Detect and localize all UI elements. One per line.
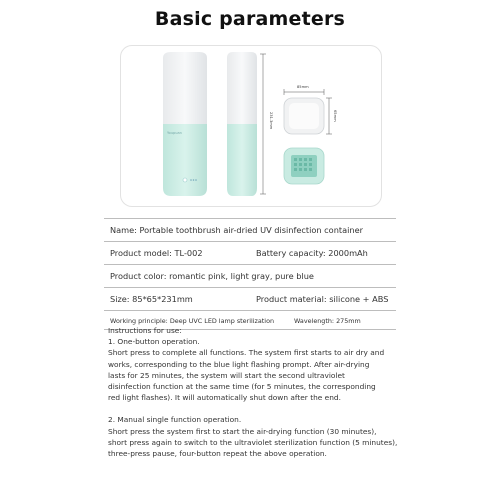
spec-battery: Battery capacity: 2000mAh xyxy=(256,248,368,258)
spec-model: Product model: TL-002 xyxy=(110,248,203,258)
section-1-line: lasts for 25 minutes, the system will start the second ultraviolet xyxy=(108,370,345,380)
section-1-line: disinfection function at the same time (for 5 minutes, the corresponding xyxy=(108,382,376,392)
spec-row-color xyxy=(104,264,396,287)
section-1-line: Short press to complete all functions. The system first starts to air dry and xyxy=(108,348,385,358)
height-dimension: 231.3mm xyxy=(269,112,273,130)
brand-label: Youpuan xyxy=(167,131,182,135)
section-2-line: Short press the system first to start the air-drying function (30 minutes), xyxy=(108,426,377,436)
instructions xyxy=(108,325,398,459)
page-title: Basic parameters xyxy=(154,8,346,30)
spec-row-name xyxy=(104,218,396,241)
section-2-line: short press again to switch to the ultraviolet sterilization function (5 minutes), xyxy=(108,437,398,447)
spec-row-size xyxy=(104,287,396,310)
spec-row-model xyxy=(104,241,396,264)
width-dimension: 85mm xyxy=(297,85,309,89)
spec-color: Product color: romantic pink, light gray, pure blue xyxy=(110,271,314,281)
spec-material: Product material: silicone + ABS xyxy=(256,294,389,304)
spec-wavelength: Wavelength: 275mm xyxy=(294,317,361,325)
section-2-line: three-press pause, four-button repeat the above operation. xyxy=(108,449,327,459)
device-bottom-view xyxy=(284,148,324,184)
section-1-line: works, corresponding to the blue light flashing prompt. After air-drying xyxy=(108,359,370,369)
section-2-title: 2. Manual single function operation. xyxy=(108,415,242,425)
spec-name: Name: Portable toothbrush air-dried UV disinfection container xyxy=(110,225,363,235)
section-1-line: red light flashes). It will automatically shut down after the end. xyxy=(108,393,341,403)
spec-size: Size: 85*65*231mm xyxy=(110,294,193,304)
device-top-view xyxy=(284,85,337,134)
product-figure-card xyxy=(120,45,382,207)
power-button-icon xyxy=(183,178,187,182)
device-side xyxy=(227,52,273,196)
specs-table xyxy=(104,218,396,330)
instructions-heading: Instructions for use: xyxy=(108,326,182,335)
product-figure xyxy=(121,46,383,208)
device-front xyxy=(163,52,207,196)
section-1-title: 1. One-button operation. xyxy=(108,337,200,347)
spec-principle: Working principle: Deep UVC LED lamp sterilization xyxy=(110,317,275,325)
depth-dimension: 65mm xyxy=(333,110,337,122)
